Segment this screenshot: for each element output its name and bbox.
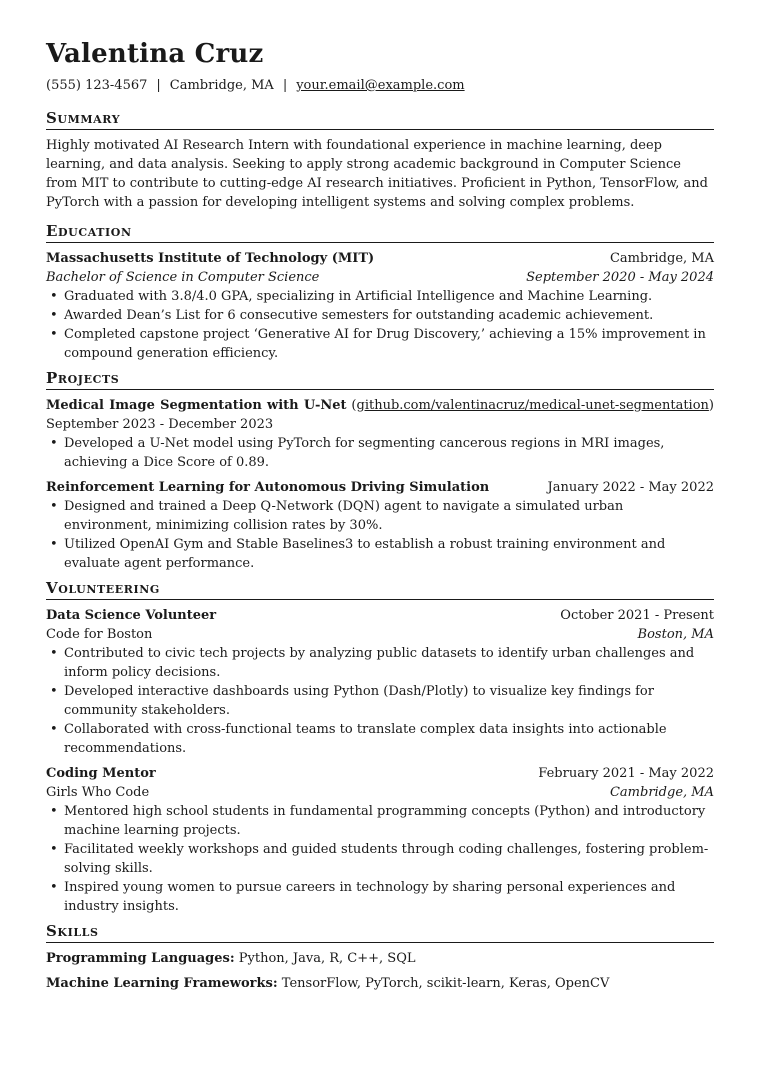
volunteer-dates: October 2021 - Present [560,608,714,623]
volunteer-entry [46,606,714,758]
contact-separator: | [156,78,161,93]
list-item: • Designed and trained a Deep Q-Network (DQN) agent to navigate a simulated urban environment, minimizing collision rates by 30%. [46,497,714,535]
list-item: • Developed interactive dashboards using Python (Dash/Plotly) to visualize key findings for community stakeholders. [46,682,714,720]
project-dates: September 2023 - December 2023 [46,417,274,432]
volunteer-bullets [46,802,714,916]
degree: Bachelor of Science in Computer Science [46,270,320,285]
list-item: • Contributed to civic tech projects by analyzing public datasets to identify urban challenges and inform policy decisions. [46,644,714,682]
volunteer-org: Code for Boston [46,627,153,642]
list-item: • Mentored high school students in fundamental programming concepts (Python) and introductory machine learning projects. [46,802,714,840]
volunteer-entry [46,764,714,916]
list-item: • Awarded Dean’s List for 6 consecutive semesters for outstanding academic achievement. [46,306,714,325]
volunteer-header-row [46,606,714,625]
volunteer-role: Data Science Volunteer [46,608,217,623]
volunteer-dates: February 2021 - May 2022 [538,766,714,781]
project-title-line [46,396,714,434]
list-item: • Utilized OpenAI Gym and Stable Baselines3 to establish a robust training environment and evaluate agent performance. [46,535,714,573]
volunteer-role: Coding Mentor [46,766,156,781]
project-entry [46,478,714,573]
project-name: Medical Image Segmentation with U-Net [46,398,347,413]
list-item: • Graduated with 3.8/4.0 GPA, specializing in Artificial Intelligence and Machine Learning. [46,287,714,306]
list-item: • Collaborated with cross-functional teams to translate complex data insights into actionable recommendations. [46,720,714,758]
education-dates: September 2020 - May 2024 [526,270,714,285]
project-bullets [46,497,714,573]
email-link[interactable]: your.email@example.com [296,78,465,93]
education-degree-row [46,268,714,287]
section-heading-skills: Skills [46,922,714,943]
volunteer-org: Girls Who Code [46,785,150,800]
project-link[interactable]: github.com/valentinacruz/medical-unet-segmentation [356,398,709,413]
candidate-name: Valentina Cruz [46,39,264,69]
skills-frameworks-label: Machine Learning Frameworks: [46,976,278,991]
summary-text: Highly motivated AI Research Intern with foundational experience in machine learning, deep learning, and data analysis. Seeking to apply strong academic background in Computer Science from MIT to contribute to cutting-edge AI research initiatives. Proficient in Python, TensorFlow, and PyTorch with a passion for developing intelligent systems and solving complex problems. [46,138,708,210]
project-dates: January 2022 - May 2022 [547,480,714,495]
location: Cambridge, MA [169,78,274,93]
section-heading-volunteering: Volunteering [46,579,714,600]
project-bullets [46,434,714,472]
volunteer-location: Boston, MA [637,627,714,642]
project-link-close: ) [708,398,714,413]
section-heading-education: Education [46,222,714,243]
section-heading-projects: Projects [46,369,714,390]
list-item: • Developed a U-Net model using PyTorch for segmenting cancerous regions in MRI images, achieving a Dice Score of 0.89. [46,434,714,472]
volunteer-org-row [46,625,714,644]
education-entry [46,249,714,363]
skills-frameworks-value: TensorFlow, PyTorch, scikit-learn, Keras, OpenCV [281,976,610,991]
phone-number: (555) 123-4567 [46,78,148,93]
education-bullets [46,287,714,363]
list-item: • Facilitated weekly workshops and guided students through coding challenges, fostering problem-solving skills. [46,840,714,878]
skills-languages-value: Python, Java, R, C++, SQL [238,951,416,966]
school-location: Cambridge, MA [609,251,714,266]
contact-separator: | [282,78,288,93]
school-name: Massachusetts Institute of Technology (MIT) [46,251,375,266]
volunteer-header-row [46,764,714,783]
skills-languages [46,949,714,968]
project-header-row [46,478,714,497]
list-item: • Inspired young women to pursue careers in technology by sharing personal experiences and industry insights. [46,878,714,916]
contact-line [46,76,714,95]
project-entry [46,396,714,472]
education-header-row [46,249,714,268]
volunteer-org-row [46,783,714,802]
volunteer-bullets [46,644,714,758]
project-link-open: ( [351,398,357,413]
project-name: Reinforcement Learning for Autonomous Driving Simulation [46,480,490,495]
section-heading-summary: Summary [46,109,714,130]
volunteer-location: Cambridge, MA [609,785,714,800]
skills-frameworks [46,974,714,993]
list-item: • Completed capstone project ‘Generative AI for Drug Discovery,’ achieving a 15% improvement in compound generation efficiency. [46,325,714,363]
skills-languages-label: Programming Languages: [46,951,235,966]
